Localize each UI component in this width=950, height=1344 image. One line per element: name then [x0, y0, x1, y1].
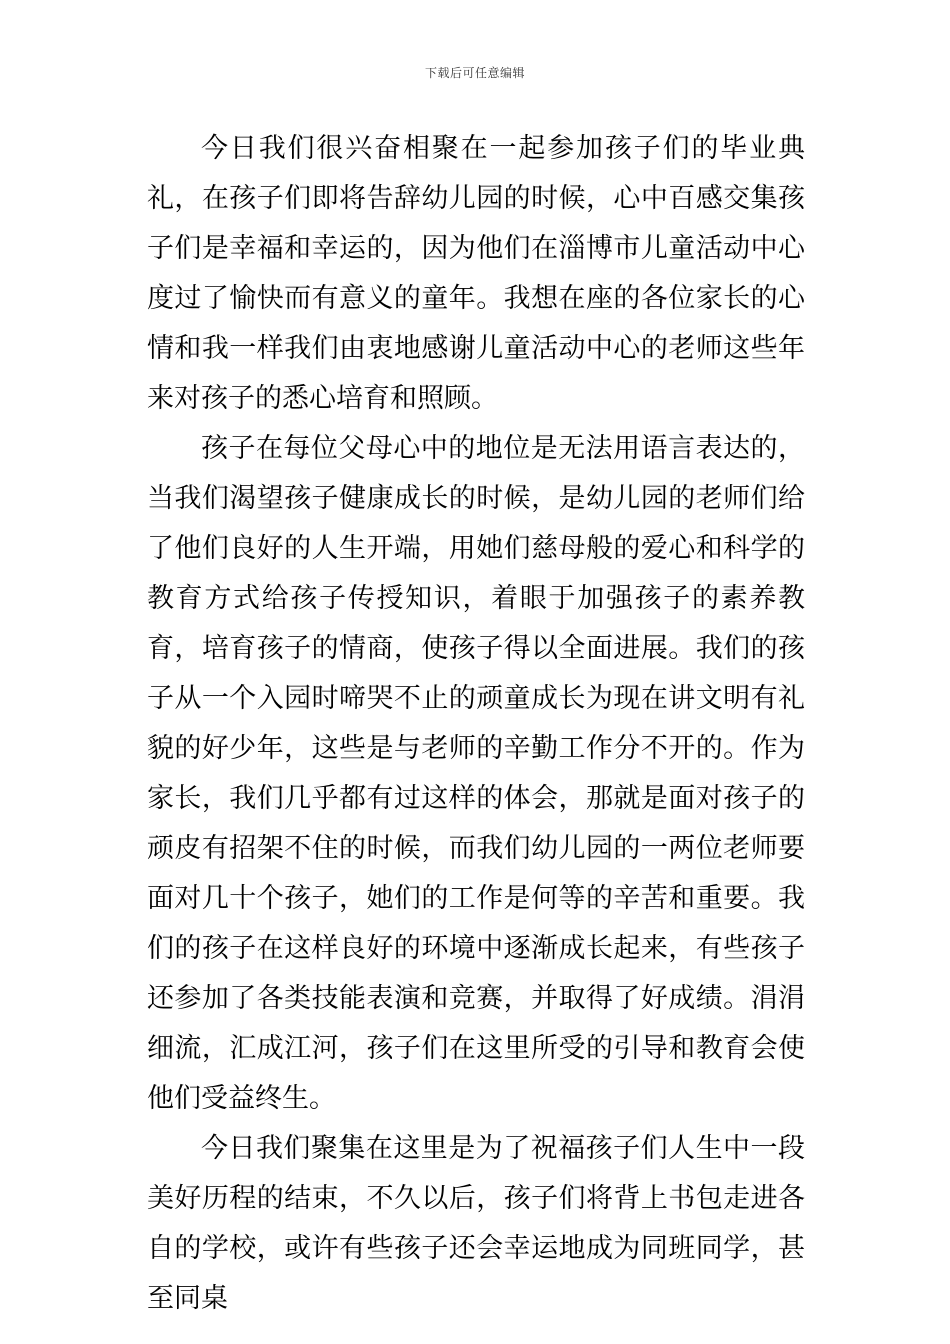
paragraph-1: 今日我们很兴奋相聚在一起参加孩子们的毕业典礼，在孩子们即将告辞幼儿园的时候，心中百感交集孩子们是幸福和幸运的，因为他们在淄博市儿童活动中心度过了愉快而有意义的童年。我想在座的各位家长的心情和我一样我们由衷地感谢儿童活动中心的老师这些年来对孩子的悉心培育和照顾。: [147, 133, 805, 414]
document-body: [147, 124, 805, 1324]
paragraph-2: 孩子在每位父母心中的地位是无法用语言表达的，当我们渴望孩子健康成长的时候，是幼儿园的老师们给了他们良好的人生开端，用她们慈母般的爱心和科学的教育方式给孩子传授知识，着眼于加强孩子的素养教育，培育孩子的情商，使孩子得以全面进展。我们的孩子从一个入园时啼哭不止的顽童成长为现在讲文明有礼貌的好少年，这些是与老师的辛勤工作分不开的。作为家长，我们几乎都有过这样的体会，那就是面对孩子的顽皮有招架不住的时候，而我们幼儿园的一两位老师要面对几十个孩子，她们的工作是何等的辛苦和重要。我们的孩子在这样良好的环境中逐渐成长起来，有些孩子还参加了各类技能表演和竞赛，并取得了好成绩。涓涓细流，汇成江河，孩子们在这里所受的引导和教育会使他们受益终生。: [147, 433, 805, 1114]
paragraph-3: 今日我们聚集在这里是为了祝福孩子们人生中一段美好历程的结束，不久以后，孩子们将背上书包走进各自的学校，或许有些孩子还会幸运地成为同班同学，甚至同桌: [147, 1133, 805, 1314]
page-header: 下载后可任意编辑: [424, 66, 525, 80]
